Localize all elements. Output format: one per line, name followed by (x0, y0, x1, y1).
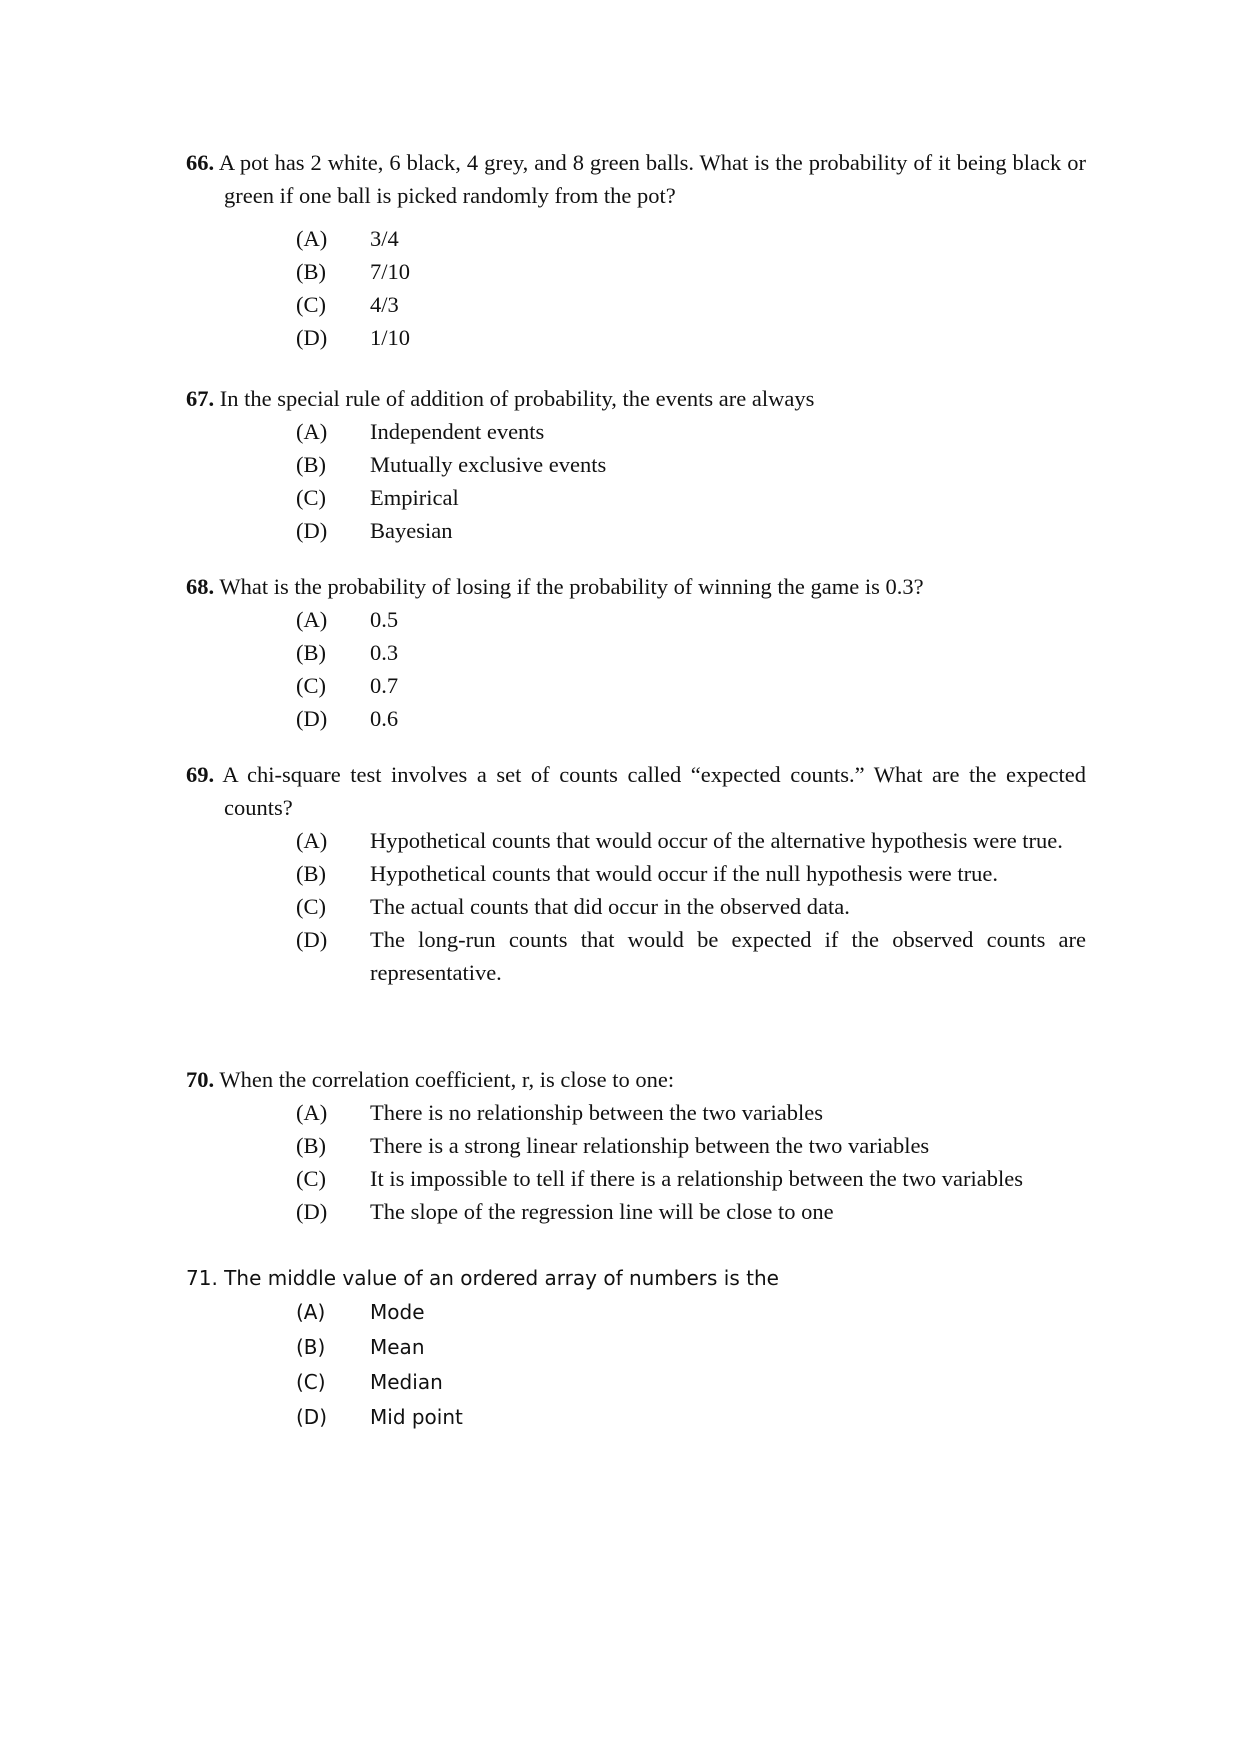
option-text: 4/3 (370, 292, 399, 317)
option-a[interactable] (296, 603, 1086, 636)
question-text: When the correlation coefficient, r, is close to one: (214, 1067, 675, 1092)
option-text: There is no relationship between the two variables (370, 1100, 823, 1125)
option-d[interactable] (296, 1400, 1086, 1435)
option-letter: (D) (296, 325, 328, 350)
option-a[interactable] (296, 1295, 1086, 1330)
option-text: Mode (370, 1300, 425, 1324)
question-stem (186, 382, 1086, 415)
option-text: 7/10 (370, 259, 411, 284)
question-text: A chi-square test involves a set of counts called “expected counts.” What are the expected counts? (214, 762, 1086, 820)
option-letter: (C) (296, 894, 326, 919)
question-text: The middle value of an ordered array of numbers is the (217, 1266, 779, 1290)
question-stem (186, 1262, 1086, 1295)
question-number: 71. (186, 1266, 218, 1290)
option-letter: (C) (296, 1370, 326, 1394)
question-number: 66. (186, 150, 215, 175)
question-number: 67. (186, 386, 215, 411)
option-letter: (B) (296, 1335, 326, 1359)
option-text: Median (370, 1370, 443, 1394)
option-text: 3/4 (370, 226, 399, 251)
option-letter: (A) (296, 226, 328, 251)
option-text: 0.5 (370, 607, 399, 632)
option-letter: (C) (296, 1166, 326, 1191)
question-text: In the special rule of addition of probability, the events are always (214, 386, 815, 411)
question-71 (186, 1262, 1086, 1435)
option-c[interactable] (296, 890, 1086, 923)
option-text: There is a strong linear relationship between the two variables (370, 1133, 930, 1158)
option-letter: (D) (296, 1199, 328, 1224)
option-letter: (C) (296, 485, 326, 510)
option-text: Independent events (370, 419, 545, 444)
options-list (296, 415, 1086, 547)
question-text: What is the probability of losing if the probability of winning the game is 0.3? (214, 574, 924, 599)
question-number: 70. (186, 1067, 215, 1092)
option-c[interactable] (296, 288, 1086, 321)
option-b[interactable] (296, 1129, 1086, 1162)
option-a[interactable] (296, 824, 1086, 857)
option-d[interactable] (296, 1195, 1086, 1228)
option-a[interactable] (296, 1096, 1086, 1129)
question-68 (186, 570, 1086, 735)
option-letter: (B) (296, 259, 326, 284)
option-letter: (A) (296, 1100, 328, 1125)
option-a[interactable] (296, 222, 1086, 255)
option-c[interactable] (296, 481, 1086, 514)
options-list (296, 1096, 1086, 1228)
option-letter: (A) (296, 419, 328, 444)
option-c[interactable] (296, 669, 1086, 702)
options-list (296, 1295, 1086, 1435)
question-stem (186, 570, 1086, 603)
option-text: Bayesian (370, 518, 453, 543)
option-text: The slope of the regression line will be close to one (370, 1199, 834, 1224)
question-text: A pot has 2 white, 6 black, 4 grey, and 8 green balls. What is the probability of it being black or green if one ball is picked randomly from the pot? (214, 150, 1086, 208)
option-text: 1/10 (370, 325, 411, 350)
option-c[interactable] (296, 1365, 1086, 1400)
options-list (296, 824, 1086, 989)
option-letter: (D) (296, 1405, 328, 1429)
option-a[interactable] (296, 415, 1086, 448)
option-letter: (B) (296, 452, 326, 477)
option-b[interactable] (296, 448, 1086, 481)
option-letter: (A) (296, 828, 328, 853)
question-67 (186, 382, 1086, 547)
question-number: 68. (186, 574, 215, 599)
option-letter: (D) (296, 706, 328, 731)
option-text: 0.7 (370, 673, 399, 698)
question-66 (186, 146, 1086, 354)
option-letter: (A) (296, 1300, 326, 1324)
question-stem (186, 146, 1086, 212)
options-list (296, 603, 1086, 735)
option-text: Empirical (370, 485, 459, 510)
option-text: 0.3 (370, 640, 399, 665)
option-text: It is impossible to tell if there is a relationship between the two variables (370, 1166, 1023, 1191)
option-text: Hypothetical counts that would occur of the alternative hypothesis were true. (370, 828, 1063, 853)
option-text: Mutually exclusive events (370, 452, 607, 477)
question-70 (186, 1063, 1086, 1228)
option-letter: (B) (296, 640, 326, 665)
option-text: The actual counts that did occur in the observed data. (370, 894, 850, 919)
option-letter: (D) (296, 518, 328, 543)
question-number: 69. (186, 762, 215, 787)
option-text: The long-run counts that would be expected if the observed counts are representative. (370, 927, 1086, 985)
options-list (296, 222, 1086, 354)
option-letter: (C) (296, 292, 326, 317)
question-stem (186, 1063, 1086, 1096)
option-letter: (C) (296, 673, 326, 698)
option-b[interactable] (296, 857, 1086, 890)
option-text: Mid point (370, 1405, 463, 1429)
question-stem (186, 758, 1086, 824)
option-b[interactable] (296, 1330, 1086, 1365)
option-letter: (A) (296, 607, 328, 632)
option-text: Hypothetical counts that would occur if the null hypothesis were true. (370, 861, 998, 886)
option-letter: (D) (296, 927, 328, 952)
option-d[interactable] (296, 321, 1086, 354)
option-c[interactable] (296, 1162, 1086, 1195)
question-69 (186, 758, 1086, 989)
option-d[interactable] (296, 923, 1086, 989)
option-letter: (B) (296, 1133, 326, 1158)
option-d[interactable] (296, 702, 1086, 735)
option-letter: (B) (296, 861, 326, 886)
option-b[interactable] (296, 636, 1086, 669)
option-b[interactable] (296, 255, 1086, 288)
option-d[interactable] (296, 514, 1086, 547)
option-text: 0.6 (370, 706, 399, 731)
option-text: Mean (370, 1335, 425, 1359)
